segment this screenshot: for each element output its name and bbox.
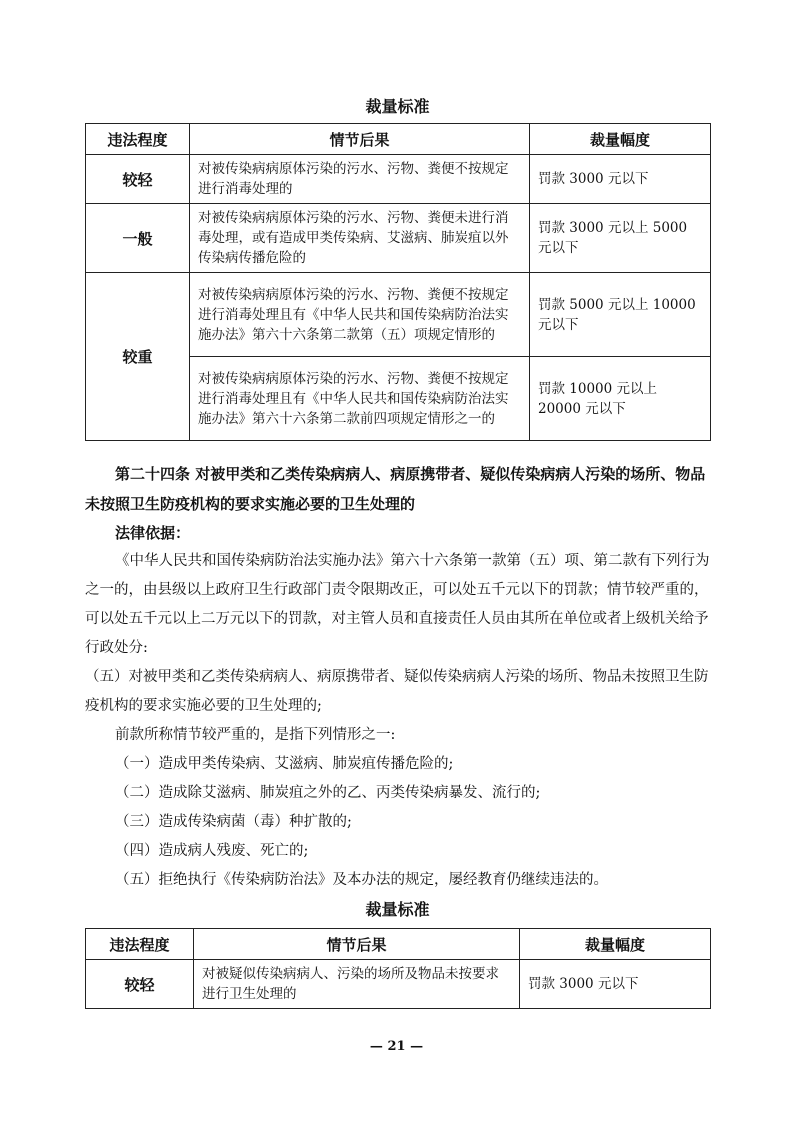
desc-cell: 对被传染病病原体污染的污水、污物、粪便未进行消毒处理，或有造成甲类传染病、艾滋病、肺炭疽以外传染病传播危险的 — [190, 204, 530, 273]
paragraph: 《中华人民共和国传染病防治法实施办法》第六十六条第一款第（五）项、第二款有下列行为之一的，由县级以上政府卫生行政部门责令限期改正，可以处五千元以下的罚款；情节较严重的，可以处五千元以上二万元以下的罚款，对主管人员和直接责任人员由其所在单位或者上级机关给予行政处分: — [85, 553, 710, 656]
table1-header-row — [86, 124, 711, 155]
header-penalty: 裁量幅度 — [530, 124, 711, 155]
header-level: 违法程度 — [86, 929, 194, 960]
table2 — [85, 928, 711, 1009]
level-cell: 一般 — [86, 204, 190, 273]
penalty-cell: 罚款 5000 元以上 10000 元以下 — [530, 273, 711, 357]
list-item: （一）造成甲类传染病、艾滋病、肺炭疽传播危险的; — [115, 756, 454, 772]
desc-cell: 对被传染病病原体污染的污水、污物、粪便不按规定进行消毒处理的 — [190, 155, 530, 204]
table2-title: 裁量标准 — [365, 900, 430, 919]
list-item: （五）拒绝执行《传染病防治法》及本办法的规定，屡经教育仍继续违法的。 — [115, 872, 608, 888]
table-row — [86, 960, 711, 1009]
penalty-cell: 罚款 10000 元以上 20000 元以下 — [530, 357, 711, 441]
paragraph: （五）对被甲类和乙类传染病病人、病原携带者、疑似传染病病人污染的场所、物品未按照卫生防疫机构的要求实施必要的卫生处理的; — [85, 669, 709, 714]
desc-cell: 对被传染病病原体污染的污水、污物、粪便不按规定进行消毒处理且有《中华人民共和国传染病防治法实施办法》第六十六条第二款前四项规定情形之一的 — [190, 357, 530, 441]
list-item: （四）造成病人残废、死亡的; — [115, 843, 309, 859]
header-desc: 情节后果 — [190, 124, 530, 155]
desc-cell: 对被传染病病原体污染的污水、污物、粪便不按规定进行消毒处理且有《中华人民共和国传染病防治法实施办法》第六十六条第二款第（五）项规定情形的 — [190, 273, 530, 357]
penalty-cell: 罚款 3000 元以上 5000 元以下 — [530, 204, 711, 273]
header-penalty: 裁量幅度 — [520, 929, 711, 960]
level-cell: 较重 — [86, 273, 190, 441]
header-level: 违法程度 — [86, 124, 190, 155]
article-title: 第二十四条 对被甲类和乙类传染病病人、病原携带者、疑似传染病病人污染的场所、物品未按照卫生防疫机构的要求实施必要的卫生处理的 — [85, 465, 706, 513]
list-item: （二）造成除艾滋病、肺炭疽之外的乙、丙类传染病暴发、流行的; — [115, 785, 541, 801]
paragraph: 前款所称情节较严重的，是指下列情形之一: — [115, 727, 396, 743]
header-desc: 情节后果 — [194, 929, 520, 960]
penalty-cell: 罚款 3000 元以下 — [520, 960, 711, 1009]
legal-basis-label: 法律依据： — [115, 524, 191, 542]
level-cell: 较轻 — [86, 155, 190, 204]
page-number: — 21 — — [369, 1039, 424, 1054]
table2-header-row — [86, 929, 711, 960]
table-row — [86, 273, 711, 357]
article-section — [85, 459, 710, 895]
desc-cell: 对被疑似传染病病人、污染的场所及物品未按要求进行卫生处理的 — [194, 960, 520, 1009]
list-item: （三）造成传染病菌（毒）种扩散的; — [115, 814, 352, 830]
table1-title: 裁量标准 — [365, 97, 430, 116]
penalty-cell: 罚款 3000 元以下 — [530, 155, 711, 204]
table-row — [86, 204, 711, 273]
level-cell: 较轻 — [86, 960, 194, 1009]
table1 — [85, 123, 711, 441]
table-row — [86, 155, 711, 204]
